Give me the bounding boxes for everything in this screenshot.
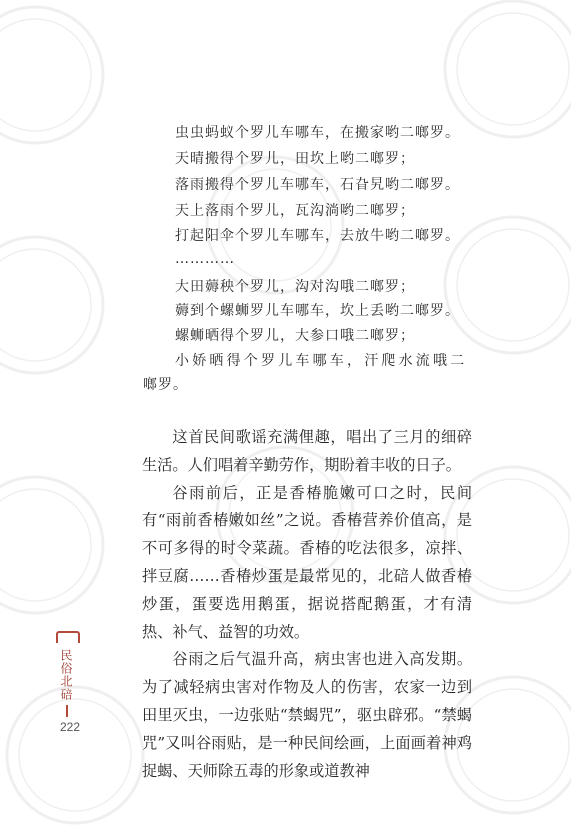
verse-line: 薅到个螺蛳罗儿车哪车，坎上丢哟二啷罗。 [175, 303, 460, 319]
ornament-icon [56, 631, 80, 643]
book-title: 民俗北碚 [59, 649, 73, 701]
paragraph: 这首民间歌谣充满俚趣，唱出了三月的细碎生活。人们唱着辛勤劳作，期盼着丰收的日子。 [142, 428, 472, 474]
verse-line: 落雨搬得个罗儿车哪车，石旮旯哟二啷罗。 [175, 177, 460, 193]
verse-line: 螺蛳晒得个罗儿，大参口哦二啷罗； [175, 328, 415, 344]
running-title [54, 631, 78, 717]
verse-line: 打起阳伞个罗儿车哪车，去放牛哟二啷罗。 [175, 228, 460, 244]
watermark-stamp [0, 470, 110, 620]
verse-line: 大田薅秧个罗儿，沟对沟哦二啷罗； [175, 279, 415, 295]
watermark-stamp [0, 230, 110, 380]
verse-line: 小娇晒得个罗儿车哪车，汗爬水流哦二 [175, 353, 468, 369]
body-text [142, 424, 472, 785]
watermark-stamp [0, 0, 110, 150]
verse-line: 虫虫蚂蚁个罗儿车哪车，在搬家哟二啷罗。 [175, 125, 460, 141]
verse-line: 啷罗。 [143, 377, 188, 393]
verse-ellipsis: ………… [175, 251, 235, 267]
page-number: 222 [60, 720, 81, 734]
verse-line: 天晴搬得个罗儿，田坎上哟二啷罗； [175, 151, 415, 167]
verse-line: 天上落雨个罗儿，瓦沟淌哟二啷罗； [175, 203, 415, 219]
paragraph: 谷雨前后，正是香椿脆嫩可口之时，民间有“雨前香椿嫩如丝”之说。香椿营养价值高，是不可多得的时令菜蔬。香椿的吃法很多，凉拌、拌豆腐……香椿炒蛋是最常见的，北碚人做香椿炒蛋，蛋要选用鹅蛋，据说搭配鹅蛋，才有清热、补气、益智的功效。 [142, 483, 472, 641]
divider [66, 705, 68, 717]
paragraph: 谷雨之后气温升高，病虫害也进入高发期。为了减轻病虫害对作物及人的伤害，农家一边到田里灭虫，一边张贴“禁蝎咒”，驱虫辟邪。“禁蝎咒”又叫谷雨贴，是一种民间绘画，上面画着神鸡捉蝎、天师除五毒的形象或道教神 [142, 650, 472, 780]
